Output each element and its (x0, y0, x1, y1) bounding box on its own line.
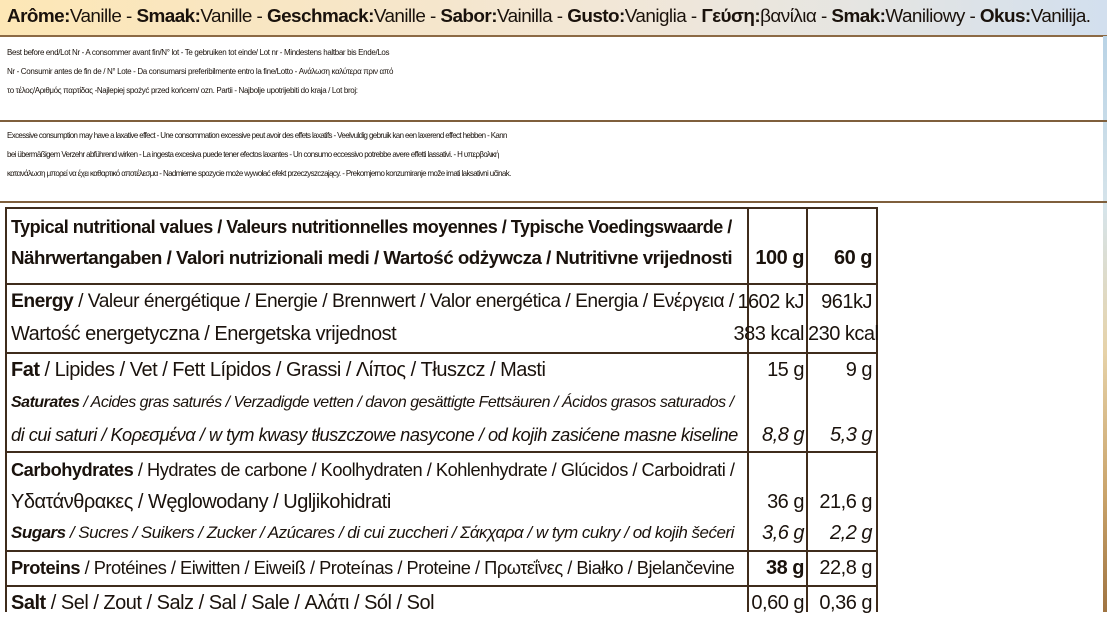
nutrition-table (5, 207, 878, 612)
flavour-label: Smaak: (136, 6, 201, 27)
value-60g: 21,6 g (819, 491, 872, 513)
flavour-label: Smak: (831, 6, 886, 27)
nutrition-row-carbohydrates (7, 453, 876, 552)
nutrient-translations: Wartość energetyczna / Energetska vrijednost (11, 323, 397, 345)
nutrient-name: Saturates (11, 394, 80, 411)
laxative-line: Excessive consumption may have a laxative effect - Une consommation excessive peut avoir des effets laxatifs - Veelvuldig gebruik kan een laxerend effect hebben - Kann (7, 131, 507, 140)
flavour-label: Arôme: (7, 6, 70, 27)
value-60g: 2,2 g (830, 522, 872, 544)
flavour-value: Vanille (373, 6, 426, 27)
flavour-label: Gusto: (567, 6, 625, 27)
nutrient-label (11, 589, 434, 617)
nutrient-translations: / Protéines / Eiwitten / Eiweiß / Proteínas / Proteine / Πρωτεΐνες / Białko / Bjelančevine (80, 557, 735, 578)
value-60g: 9 g (845, 359, 872, 381)
nutrient-name: Fat (11, 359, 40, 381)
flavour-value: Vanille (69, 6, 122, 27)
nutrition-row-salt (7, 587, 876, 617)
flavour-value: Vanilija. (1030, 6, 1091, 27)
nutrient-name: Carbohydrates (11, 459, 134, 480)
flavour-label: Okus: (979, 6, 1031, 27)
laxative-warning (7, 126, 1105, 183)
nutrition-row-energy (7, 285, 879, 354)
value-60g: 961kJ (821, 291, 872, 313)
laxative-line: κατανάλωση μπορεί να έχει καθαρτικό αποτέλεσμα - Nadmierne spozycie może wywołać efekt przeczyszczający. - Prekomjerno konzumiranje može imati laksativni učinak. (7, 169, 511, 178)
flavour-value: Vanille (200, 6, 252, 27)
nutrient-translations: / Sucres / Suikers / Zucker / Azúcares / di cui zuccheri / Σάκχαρα / w tym cukry / od kojih šećeri (65, 523, 734, 542)
nutrient-translations: / Lipides / Vet / Fett Lípidos / Grassi / Λίπος / Tłuszcz / Masti (39, 359, 546, 381)
flavour-value: Vaniglia (624, 6, 687, 27)
nutrient-translations: / Valeur énergétique / Energie / Brennwert / Valor energética / Energia / Ενέργεια / (73, 291, 734, 312)
flavour-value: Waniliowy (885, 6, 965, 27)
column-header-100g: 100 g (755, 247, 804, 269)
nutrient-label (11, 288, 734, 316)
section-divider (0, 201, 1107, 203)
value-100g: 3,6 g (762, 522, 804, 544)
table-title-line: Nährwertangaben / Valori nutrizionali medi / Wartość odżywcza / Nutritivne vrijednosti (11, 247, 733, 268)
nutrient-translations: / Hydrates de carbone / Koolhydraten / Kohlenhydrate / Glúcidos / Carboidrati / (133, 459, 735, 480)
best-before-line: Best before end/Lot Nr - A consommer avant fin/N° lot - Te gebruiken tot einde/ Lot nr - Mindestens haltbar bis Ende/Los (7, 48, 390, 57)
best-before-statement (7, 43, 1105, 100)
value-60g: 22,8 g (819, 557, 872, 579)
value-60g: 230 kcal (808, 323, 879, 345)
nutrient-label (11, 389, 734, 417)
nutrient-name: Salt (11, 592, 46, 614)
nutrient-name: Sugars (11, 523, 66, 542)
value-100g: 15 g (767, 359, 804, 381)
flavour-label: Γεύση: (701, 6, 761, 27)
value-100g: 8,8 g (762, 424, 804, 446)
nutrient-label (11, 519, 734, 547)
nutrient-translations: di cui saturi / Κορεσμένα / w tym kwasy tłuszczowe nasycone / od kojih zasićene masne kiseline (11, 424, 738, 445)
nutrition-header (7, 209, 876, 285)
flavour-value: Vainilla (496, 6, 553, 27)
column-header-60g: 60 g (833, 247, 872, 269)
flavour-line: Arôme:Vanille - Smaak:Vanille - Geschmack:Vanille - Sabor:Vainilla - Gusto:Vaniglia - Γεύση:βανίλια - Smak:Waniliowy - Okus:Vanilija. (7, 6, 1091, 27)
best-before-line: Nr - Consumir antes de fin de / N° Lote - Da consumarsi preferibilmente entro la fine/Lotto - Ανάλωση καλύτερα πριν από (7, 67, 394, 76)
nutrition-row-proteins (7, 552, 876, 587)
flavour-value: βανίλια (760, 6, 817, 27)
flavour-band (0, 0, 1107, 37)
nutrient-label (11, 554, 734, 582)
value-60g: 0,36 g (819, 592, 872, 614)
value-100g: 1602 kJ (737, 291, 804, 313)
nutrient-label (11, 456, 734, 484)
nutrient-translations: / Acides gras saturés / Verzadigde vetten / davon gesättigte Fettsäuren / Ácidos grasos saturados / (79, 394, 734, 411)
flavour-label: Sabor: (440, 6, 497, 27)
table-title-line: Typical nutritional values / Valeurs nutritionnelles moyennes / Typische Voedingswaarde / (11, 217, 732, 237)
nutrient-label (11, 356, 545, 384)
package-edge (1103, 36, 1107, 612)
nutrient-name: Proteins (11, 557, 81, 578)
value-100g: 38 g (765, 557, 804, 579)
laxative-line: bei übermäßigem Verzehr abführend wirken - La ingesta excesiva puede tener efectos laxantes - Un consumo eccessivo potrebbe avere effetti lassativi. - Η υπερβολική (7, 150, 499, 159)
nutrition-row-fat (7, 354, 876, 453)
value-100g: 36 g (767, 491, 804, 513)
section-divider (0, 120, 1107, 122)
flavour-label: Geschmack: (266, 6, 374, 27)
nutrient-translations: Υδατάνθρακες / Węglowodany / Ugljikohidrati (11, 491, 391, 513)
nutrient-name: Energy (11, 291, 74, 312)
value-100g: 383 kcal (733, 323, 804, 345)
best-before-line: το τέλος/Αριθμός παρτίδας -Najlepiej spożyć przed końcem/ ozn. Partii - Najbolje upotrijebiti do kraja / Lot broj: (7, 86, 358, 95)
value-60g: 5,3 g (830, 424, 872, 446)
nutrient-translations: / Sel / Zout / Salz / Sal / Sale / Αλάτι / Sól / Sol (45, 592, 435, 614)
value-100g: 0,60 g (751, 592, 804, 614)
